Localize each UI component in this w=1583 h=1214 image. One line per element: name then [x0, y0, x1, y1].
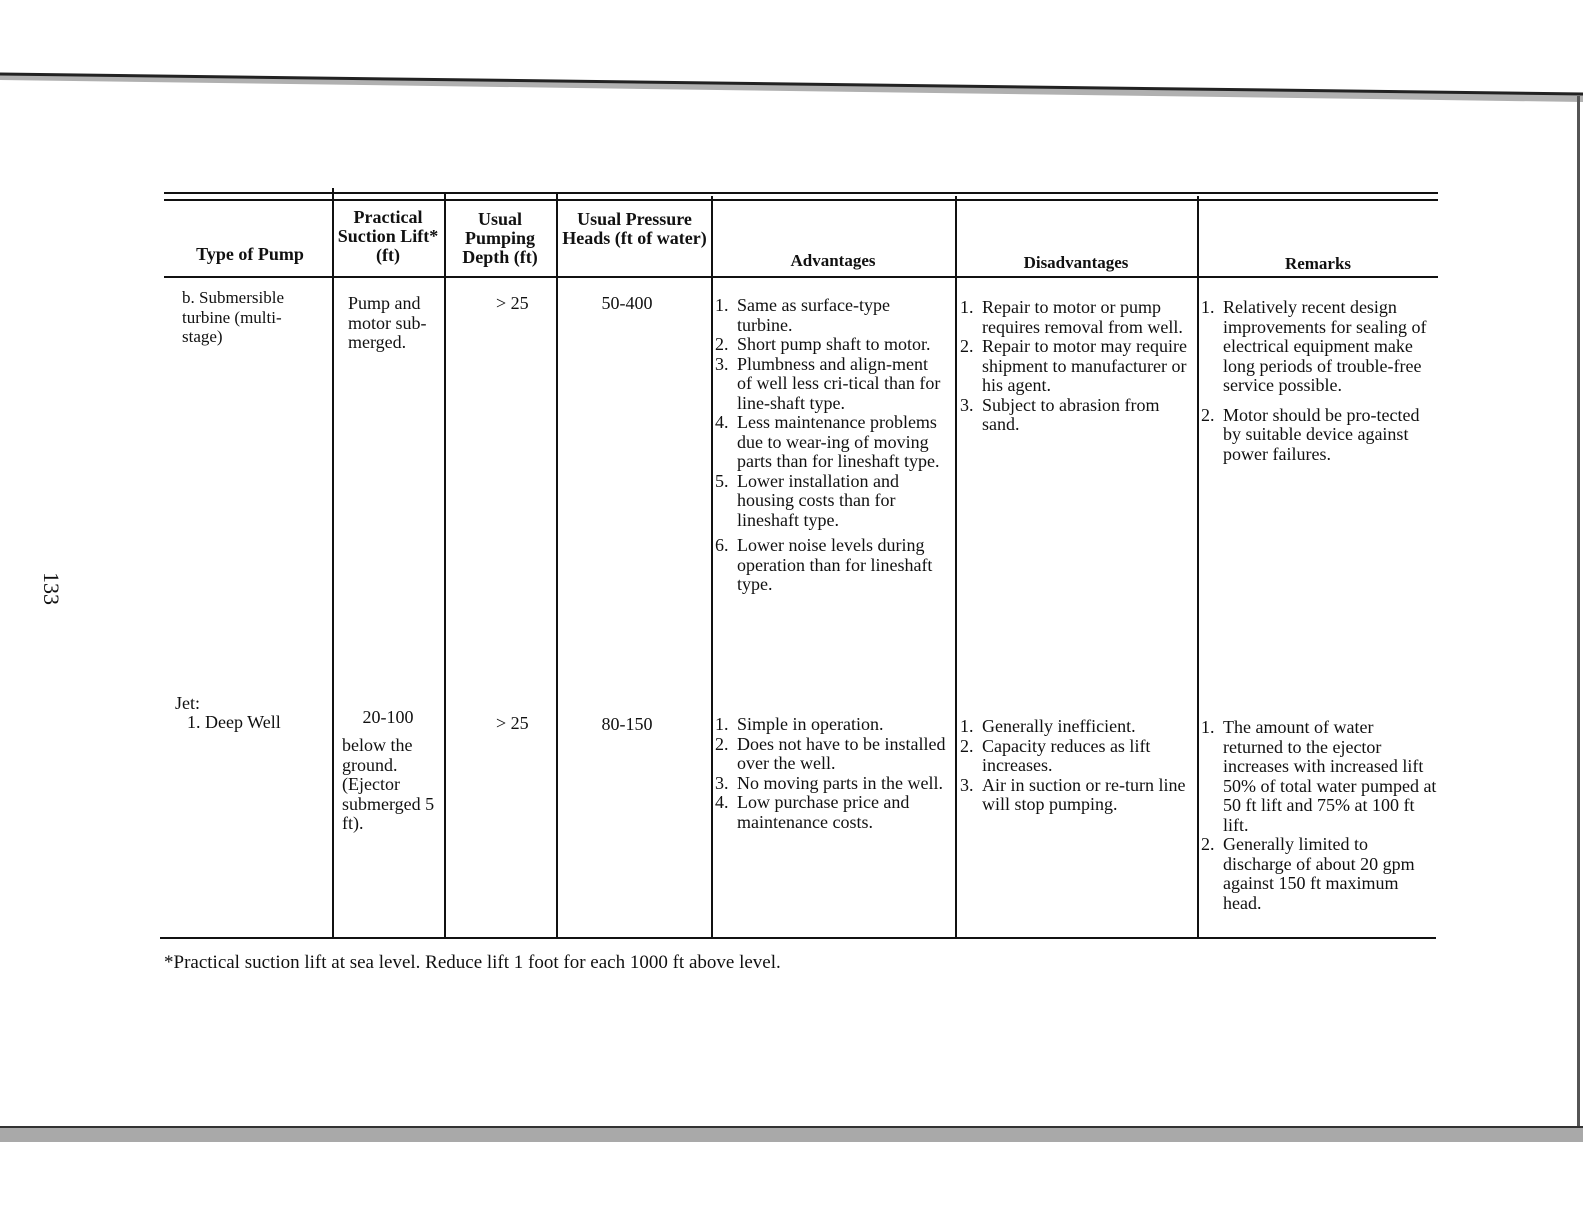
col-divider	[1197, 196, 1199, 938]
list-item: 5. Lower installation and housing costs than for lineshaft type.	[715, 470, 899, 530]
row2-remarks-list	[1201, 718, 1437, 913]
list-item: 2. Motor should be pro-tected by suitable device against power failures.	[1201, 404, 1420, 464]
list-item: 4. Low purchase price and maintenance costs.	[715, 792, 910, 832]
header-disadvantages: Disadvantages	[1023, 253, 1129, 272]
header-advantages: Advantages	[790, 251, 876, 270]
row1-disadvantages-list	[960, 298, 1190, 435]
list-item: 2. Capacity reduces as lift increases.	[960, 735, 1151, 775]
list-item: 3. Plumbness and align-ment of well less cri-tical than for line-shaft type.	[715, 353, 941, 413]
list-item: 2. Repair to motor may require shipment to manufacturer or his agent.	[960, 336, 1187, 395]
list-item: 1. The amount of water returned to the ejector increases with increased lift 50% of total water pumped at 50 ft lift and 75% at 100 ft lift.	[1201, 717, 1437, 835]
row1-remarks-list	[1201, 298, 1437, 464]
list-item: 4. Less maintenance problems due to wear-ing of moving parts than for lineshaft type.	[715, 412, 940, 471]
list-item: 1. Same as surface-type turbine.	[715, 295, 890, 335]
table-footnote: *Practical suction lift at sea level. Reduce lift 1 foot for each 1000 ft above level.	[164, 952, 781, 973]
row1-suction-lift: Pump and motor sub-merged.	[348, 293, 427, 352]
col-divider	[444, 192, 446, 938]
row1-pressure-heads: 50-400	[601, 293, 653, 313]
row2-suction-lift-note: below the ground. (Ejector submerged 5 ft).	[342, 735, 435, 833]
list-item: 1. Simple in operation.	[715, 714, 884, 734]
row1-type: b. Submersible turbine (multi-stage)	[182, 288, 284, 346]
list-item: 3. Subject to abrasion from sand.	[960, 394, 1160, 434]
list-item: 1. Generally inefficient.	[960, 716, 1136, 736]
row2-advantages-list	[715, 715, 947, 832]
header-remarks: Remarks	[1284, 254, 1352, 273]
row1-pumping-depth: > 25	[496, 293, 529, 313]
col-divider	[955, 196, 957, 938]
table-top-rule	[164, 192, 1438, 194]
header-type-of-pump: Type of Pump	[196, 244, 304, 264]
page-number: 133	[39, 572, 64, 605]
list-item: 2. Short pump shaft to motor.	[715, 334, 931, 354]
row2-group-label: Jet:	[175, 693, 200, 713]
row2-type: 1. Deep Well	[187, 712, 281, 732]
row2-disadvantages-list	[960, 717, 1190, 815]
list-item: 2. Generally limited to discharge of about 20 gpm against 150 ft maximum head.	[1201, 834, 1415, 913]
header-pumping-depth: Usual Pumping Depth (ft)	[462, 209, 538, 267]
table-top-rule-2	[164, 199, 1438, 201]
table-bottom-rule	[160, 937, 1436, 939]
header-pressure-heads: Usual Pressure Heads (ft of water)	[562, 209, 707, 248]
col-divider	[332, 188, 334, 938]
row2-pumping-depth: > 25	[496, 713, 529, 733]
list-item: 6. Lower noise levels during operation than for lineshaft type.	[715, 535, 933, 594]
list-item: 3. Air in suction or re-turn line will stop pumping.	[960, 774, 1186, 814]
col-divider	[556, 192, 558, 938]
list-item: 1. Relatively recent design improvements for sealing of electrical equipment make long periods of trouble-free service possible.	[1201, 297, 1427, 395]
header-suction-lift: Practical Suction Lift* (ft)	[337, 207, 439, 265]
list-item: 1. Repair to motor or pump requires removal from well.	[960, 297, 1183, 337]
row2-suction-lift-value: 20-100	[362, 707, 414, 727]
header-bottom-rule	[164, 276, 1438, 278]
col-divider	[711, 196, 713, 938]
row2-pressure-heads: 80-150	[601, 714, 653, 734]
row1-advantages-list	[715, 296, 947, 595]
list-item: 2. Does not have to be installed over the well.	[715, 733, 946, 773]
list-item: 3. No moving parts in the well.	[715, 772, 943, 793]
